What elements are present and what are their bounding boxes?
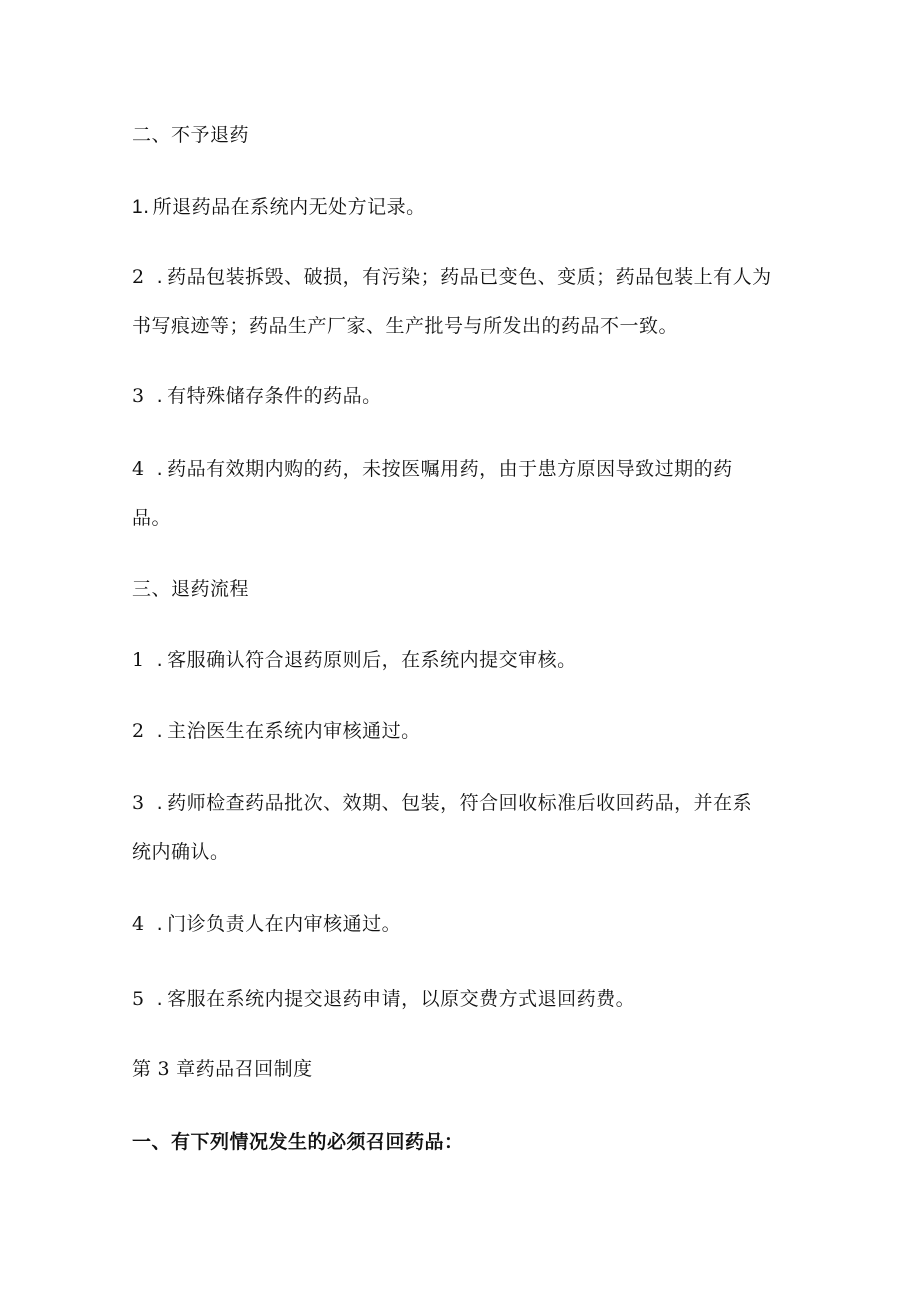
item-text: 药师检查药品批次、效期、包装，符合回收标准后收回药品，并在系 bbox=[167, 792, 753, 814]
item-separator: . bbox=[156, 649, 164, 671]
chapter-title bbox=[132, 1057, 313, 1081]
item-text: 有特殊储存条件的药品。 bbox=[167, 385, 382, 407]
no-return-item-4-line-2: 品。 bbox=[132, 507, 172, 529]
section-heading-no-return: 二、不予退药 bbox=[132, 124, 250, 146]
no-return-item-4-line-1 bbox=[132, 457, 733, 481]
chapter-name: 章药品召回制度 bbox=[176, 1058, 313, 1080]
item-text: 客服确认符合退药原则后，在系统内提交审核。 bbox=[167, 649, 577, 671]
item-number: 3 bbox=[132, 792, 145, 814]
no-return-item-2-line-2: 书写痕迹等；药品生产厂家、生产批号与所发出的药品不一致。 bbox=[132, 315, 679, 337]
item-separator: . bbox=[156, 988, 164, 1010]
item-separator: . bbox=[156, 913, 164, 935]
item-text: 所退药品在系统内无处方记录。 bbox=[152, 196, 426, 218]
item-number: 4 bbox=[132, 913, 145, 935]
item-number: 4 bbox=[132, 458, 145, 480]
process-item-2 bbox=[132, 719, 421, 743]
item-number: 2 bbox=[132, 266, 145, 288]
item-text: 主治医生在系统内审核通过。 bbox=[167, 720, 421, 742]
item-text: 药品包装拆毁、破损，有污染；药品已变色、变质；药品包装上有人为 bbox=[167, 266, 772, 288]
no-return-item-2-line-1 bbox=[132, 265, 772, 289]
item-text: 客服在系统内提交退药申请，以原交费方式退回药费。 bbox=[167, 988, 636, 1010]
no-return-item-3 bbox=[132, 384, 382, 408]
chapter-number: 3 bbox=[157, 1058, 171, 1080]
item-separator: . bbox=[156, 266, 164, 288]
item-separator: . bbox=[156, 385, 164, 407]
process-item-5 bbox=[132, 987, 635, 1011]
item-number: 1 bbox=[132, 197, 144, 218]
process-item-3-line-2: 统内确认。 bbox=[132, 841, 230, 863]
item-number: 1 bbox=[132, 649, 145, 671]
item-separator: . bbox=[156, 792, 164, 814]
item-separator: . bbox=[156, 458, 164, 480]
item-number: 2 bbox=[132, 720, 145, 742]
chapter-prefix: 第 bbox=[132, 1058, 152, 1080]
section-heading-return-process: 三、退药流程 bbox=[132, 578, 250, 600]
no-return-item-1 bbox=[132, 195, 426, 220]
item-separator: . bbox=[143, 196, 150, 218]
item-separator: . bbox=[156, 720, 164, 742]
item-text: 药品有效期内购的药，未按医嘱用药，由于患方原因导致过期的药 bbox=[167, 458, 733, 480]
process-item-4 bbox=[132, 912, 401, 936]
item-text: 门诊负责人在内审核通过。 bbox=[167, 913, 402, 935]
item-number: 5 bbox=[132, 988, 145, 1010]
process-item-3-line-1 bbox=[132, 791, 752, 815]
item-number: 3 bbox=[132, 385, 145, 407]
process-item-1 bbox=[132, 648, 577, 672]
section-heading-recall-conditions: 一、有下列情况发生的必须召回药品： bbox=[132, 1131, 464, 1153]
